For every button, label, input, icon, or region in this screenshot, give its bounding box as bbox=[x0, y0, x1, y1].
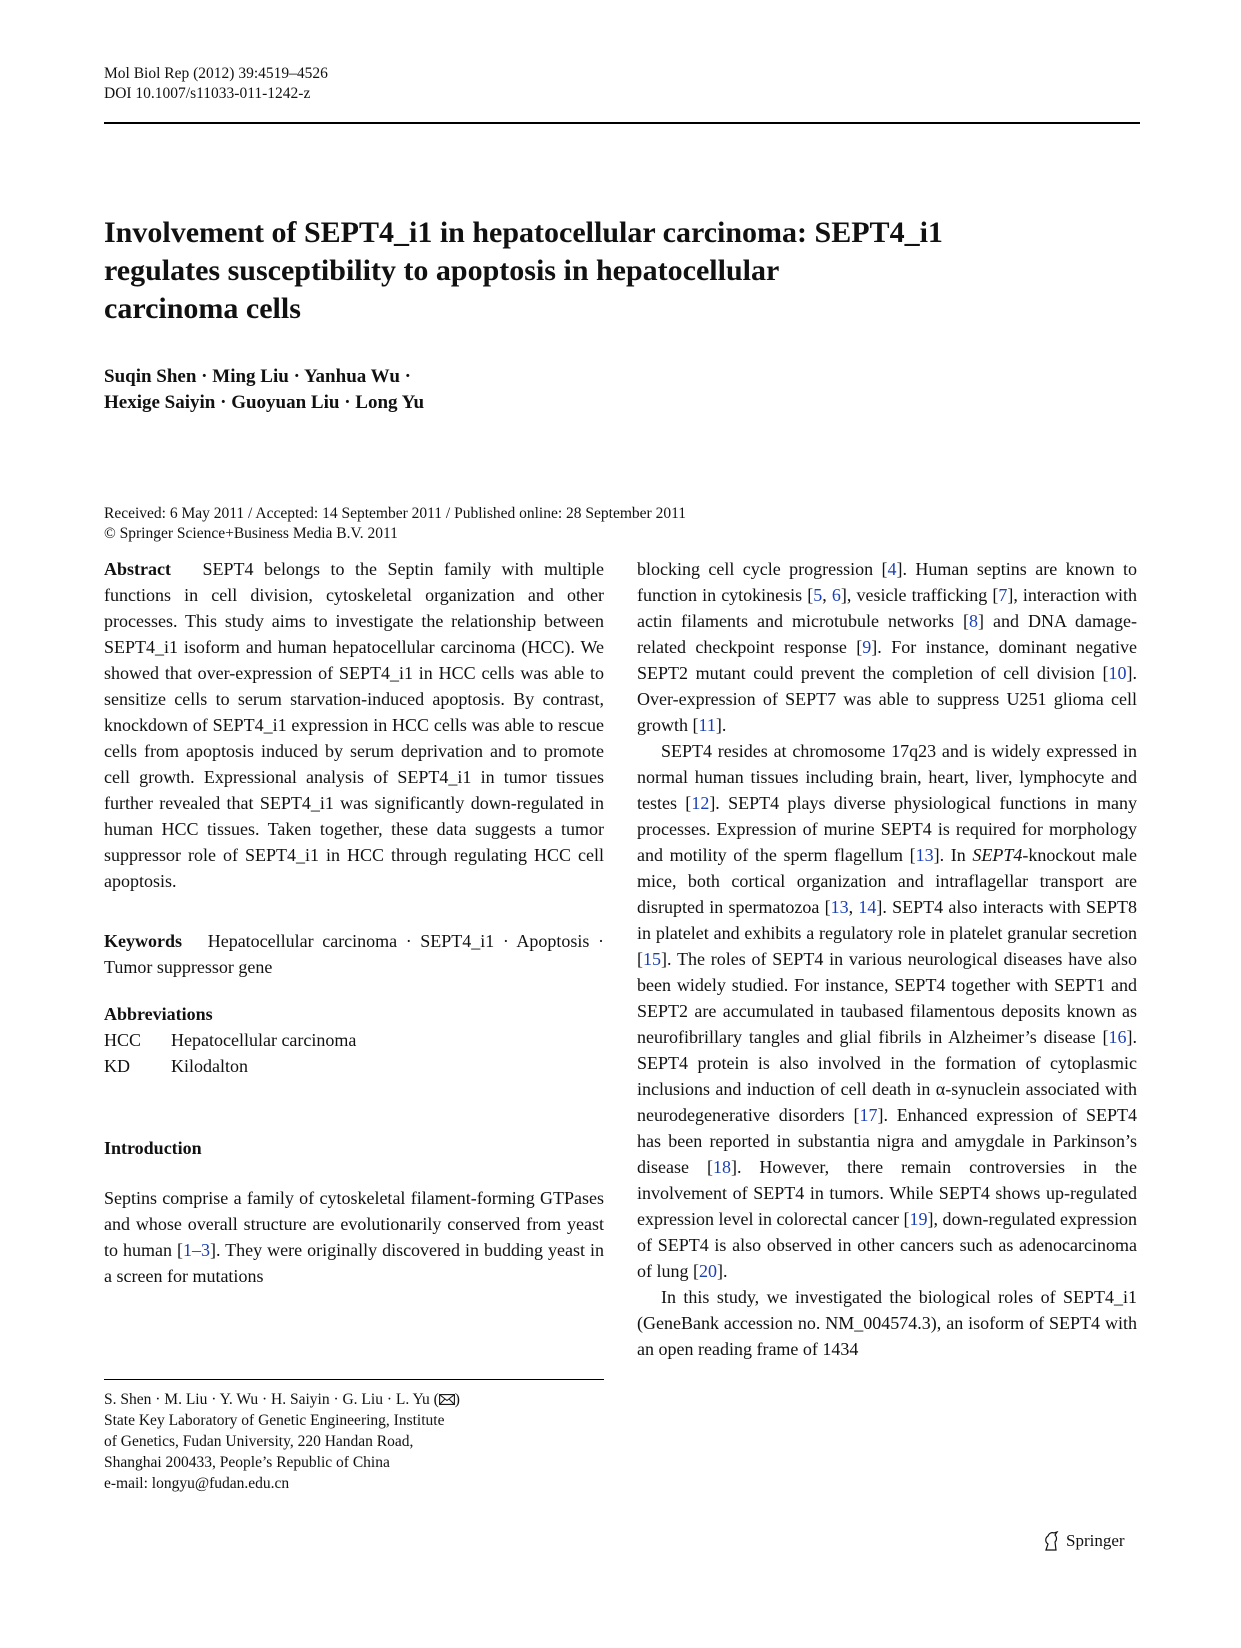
affiliation-line: Shanghai 200433, People’s Republic of China bbox=[104, 1454, 390, 1471]
citation-link[interactable]: 18 bbox=[712, 1157, 731, 1177]
body-text: ]. The roles of SEPT4 in various neurological diseases have also been widely studied. For instance, SEPT4 together with SEPT1 and SEPT2 are accumulated in taubased filamentous deposits known as neurofibrillary tangles and glial fibrils in Alzheimer’s disease [ bbox=[637, 949, 1137, 1047]
journal-citation: Mol Biol Rep (2012) 39:4519–4526 bbox=[104, 65, 328, 82]
citation-link[interactable]: 4 bbox=[887, 559, 897, 579]
body-text: ]. SEPT4 also interacts with SEPT8 in platelet and exhibits a regulatory role in platelet granular secretion [ bbox=[637, 897, 1138, 969]
body-text: , bbox=[848, 897, 859, 917]
affiliation-line: State Key Laboratory of Genetic Engineering, Institute bbox=[104, 1412, 445, 1429]
body-text: ]. bbox=[715, 715, 727, 735]
citation-link[interactable]: 11 bbox=[698, 715, 716, 735]
citation-link[interactable]: 13 bbox=[830, 897, 849, 917]
abbreviations-block bbox=[104, 1001, 604, 1079]
citation-link[interactable]: 10 bbox=[1108, 663, 1127, 683]
author-list bbox=[104, 364, 424, 416]
body-text: ] and DNA damage-related checkpoint response [ bbox=[637, 611, 1137, 657]
introduction-heading: Introduction bbox=[104, 1138, 202, 1158]
citation-link[interactable]: 12 bbox=[691, 793, 710, 813]
body-text: ]. Over-expression of SEPT7 was able to suppress U251 glioma cell growth [ bbox=[637, 663, 1137, 735]
header-rule bbox=[104, 122, 1140, 124]
citation-link[interactable]: 19 bbox=[909, 1209, 928, 1229]
affiliation-rule bbox=[104, 1379, 604, 1380]
citation-link[interactable]: 17 bbox=[859, 1105, 878, 1125]
body-text: , bbox=[822, 585, 832, 605]
abbreviation-row bbox=[104, 1053, 604, 1079]
title-line: regulates susceptibility to apoptosis in hepatocellular bbox=[104, 254, 780, 287]
affiliation-email[interactable]: e-mail: longyu@fudan.edu.cn bbox=[104, 1475, 290, 1492]
intro-text: ]. They were originally discovered in budding yeast in a screen for mutations bbox=[104, 1240, 604, 1286]
citation-link[interactable]: 5 bbox=[813, 585, 823, 605]
abbreviation-row bbox=[104, 1027, 604, 1053]
abstract-label: Abstract bbox=[104, 559, 171, 579]
citation-link[interactable]: 14 bbox=[858, 897, 877, 917]
abstract-block bbox=[104, 556, 604, 894]
dates-line: Received: 6 May 2011 / Accepted: 14 September 2011 / Published online: 28 September 2011 bbox=[104, 505, 686, 522]
citation-link[interactable]: 6 bbox=[831, 585, 841, 605]
citation-link[interactable]: 13 bbox=[915, 845, 934, 865]
citation-link[interactable]: 7 bbox=[998, 585, 1008, 605]
body-text: SEPT4 resides at chromosome 17q23 and is widely expressed in normal human tissues including brain, heart, liver, lymphocyte and testes [ bbox=[637, 741, 1137, 813]
body-text: ], down-regulated expression of SEPT4 is also observed in other cancers such as adenocarcinoma of lung [ bbox=[637, 1209, 1137, 1281]
affiliation-block bbox=[104, 1389, 460, 1494]
abstract-text: SEPT4 belongs to the Septin family with multiple functions in cell division, cytoskeletal organization and other processes. This study aims to investigate the relationship between SEPT4_i1 isoform and human hepatocellular carcinoma (HCC). We showed that over-expression of SEPT4_i1 in HCC cells was able to sensitize cells to serum starvation-induced apoptosis. By contrast, knockdown of SEPT4_i1 expression in HCC cells was able to rescue cells from apoptosis induced by serum deprivation and to promote cell growth. Expressional analysis of SEPT4_i1 in tumor tissues further revealed that SEPT4_i1 was significantly down-regulated in human HCC tissues. Taken together, these data suggests a tumor suppressor role of SEPT4_i1 in HCC through regulating HCC cell apoptosis. bbox=[104, 559, 605, 891]
abbreviation-value: Hepatocellular carcinoma bbox=[171, 1030, 357, 1050]
citation-link[interactable]: 1–3 bbox=[182, 1240, 210, 1260]
keywords-block bbox=[104, 928, 604, 980]
envelope-icon bbox=[439, 1394, 455, 1405]
article-title bbox=[104, 214, 1144, 328]
author-line: Suqin Shen · Ming Liu · Yanhua Wu · bbox=[104, 366, 411, 387]
affiliation-line: of Genetics, Fudan University, 220 Handan Road, bbox=[104, 1433, 414, 1450]
doi: DOI 10.1007/s11033-011-1242-z bbox=[104, 85, 311, 102]
abbreviation-value: Kilodalton bbox=[171, 1056, 248, 1076]
body-text: ]. However, there remain controversies in the involvement of SEPT4 in tumors. While SEPT4 shows up-regulated expression level in colorectal cancer [ bbox=[637, 1157, 1137, 1229]
springer-horse-icon bbox=[1042, 1530, 1060, 1552]
body-text: ]. Enhanced expression of SEPT4 has been reported in substantia nigra and amygdale in Parkinson’s disease [ bbox=[637, 1105, 1137, 1177]
body-text: ]. bbox=[717, 1261, 728, 1281]
citation-link[interactable]: 9 bbox=[862, 637, 872, 657]
body-text: ], vesicle trafficking [ bbox=[840, 585, 999, 605]
publication-dates bbox=[104, 504, 686, 544]
body-paragraph bbox=[637, 556, 1137, 738]
title-line: carcinoma cells bbox=[104, 292, 301, 325]
citation-link[interactable]: 16 bbox=[1108, 1027, 1127, 1047]
gene-name-italic: SEPT4 bbox=[972, 845, 1023, 865]
intro-text: Septins comprise a family of cytoskeletal filament-forming GTPases and whose overall structure are evolutionarily conserved from yeast to human [ bbox=[104, 1188, 604, 1260]
affiliation-authors: S. Shen · M. Liu · Y. Wu · H. Saiyin · G. Liu · L. Yu ( ) bbox=[104, 1391, 460, 1408]
body-text: ], interaction with actin filaments and microtubule networks [ bbox=[637, 585, 1137, 631]
body-text: ]. SEPT4 plays diverse physiological functions in many processes. Expression of murine SEPT4 is required for morphology and motility of the sperm flagellum [ bbox=[637, 793, 1138, 865]
abbreviation-key: KD bbox=[104, 1056, 130, 1076]
abbreviations-label: Abbreviations bbox=[104, 1004, 213, 1024]
right-column bbox=[637, 556, 1137, 1362]
abbreviation-key: HCC bbox=[104, 1030, 142, 1050]
body-text: -knockout male mice, both cortical organization and intraflagellar transport are disrupted in spermatozoa [ bbox=[637, 845, 1137, 917]
title-line: Involvement of SEPT4_i1 in hepatocellular carcinoma: SEPT4_i1 bbox=[104, 216, 943, 249]
citation-link[interactable]: 8 bbox=[969, 611, 978, 631]
citation-link[interactable]: 15 bbox=[643, 949, 661, 969]
introduction-paragraph bbox=[104, 1185, 604, 1289]
body-text: ]. For instance, dominant negative SEPT2 mutant could prevent the completion of cell division [ bbox=[637, 637, 1137, 683]
body-paragraph: In this study, we investigated the biological roles of SEPT4_i1 (GeneBank accession no. NM_004574.3), an isoform of SEPT4 with an open reading frame of 1434 bbox=[637, 1287, 1137, 1359]
body-text: blocking cell cycle progression [ bbox=[637, 559, 888, 579]
keywords-text: Hepatocellular carcinoma · SEPT4_i1 · Apoptosis · Tumor suppressor gene bbox=[104, 931, 604, 977]
publisher-footer bbox=[1042, 1530, 1125, 1552]
author-line: Hexige Saiyin · Guoyuan Liu · Long Yu bbox=[104, 392, 425, 413]
body-text: ]. In bbox=[933, 845, 973, 865]
copyright-line: © Springer Science+Business Media B.V. 2011 bbox=[104, 525, 398, 542]
publisher-name: Springer bbox=[1066, 1531, 1125, 1550]
citation-link[interactable]: 20 bbox=[699, 1261, 717, 1281]
body-text: ]. Human septins are known to function in cytokinesis [ bbox=[637, 559, 1137, 605]
body-paragraph bbox=[637, 738, 1137, 1284]
body-text: ]. SEPT4 protein is also involved in the formation of cytoplasmic inclusions and induction of cell death in α-synuclein associated with neurodegenerative disorders [ bbox=[637, 1027, 1137, 1125]
journal-header bbox=[104, 64, 328, 104]
keywords-label: Keywords bbox=[104, 931, 182, 951]
